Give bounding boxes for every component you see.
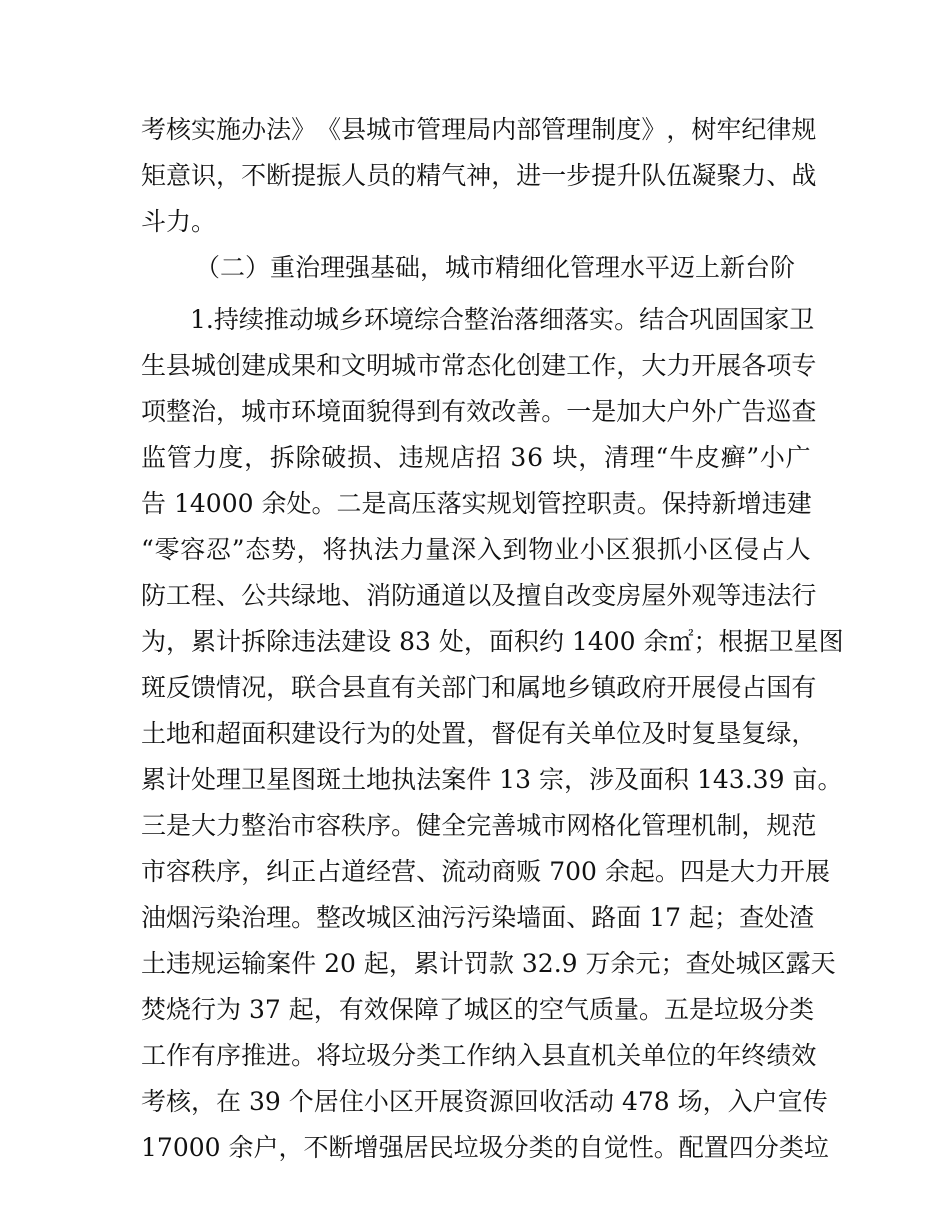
text-line: 考 核 ， 在 3 9 个 居 住 小 区 开 展 资 源 回 收 活 动 4 7 8 场 ， 入 户 宣 传: [141, 1087, 828, 1116]
text-line: 考 核 实 施 办 法 》 《 县 城 市 管 理 局 内 部 管 理 制 度 》 ， 树 牢 纪 律 规: [141, 115, 817, 144]
text-line: 焚 烧 行 为 3 7 起 ， 有 效 保 障 了 城 区 的 空 气 质 量 。 五 是 垃 圾 分 类: [141, 995, 815, 1024]
text-line: 斗力。: [141, 207, 217, 236]
text-line: 矩 意 识 ， 不 断 提 振 人 员 的 精 气 神 ， 进 一 步 提 升 队 伍 凝 聚 力 、 战: [141, 161, 817, 190]
text-line: 为 ， 累 计 拆 除 违 法 建 设 8 3 处 ， 面 积 约 1 4 0 0 余 ㎡ ； 根 据 卫 星 图: [141, 627, 844, 656]
text-line: 工 作 有 序 推 进 。 将 垃 圾 分 类 工 作 纳 入 县 直 机 关 单 位 的 年 终 绩 效: [141, 1041, 817, 1070]
text-line: 斑 反 馈 情 况 ， 联 合 县 直 有 关 部 门 和 属 地 乡 镇 政 府 开 展 侵 占 国 有: [141, 673, 817, 702]
text-line: 防 工 程 、 公 共 绿 地 、 消 防 通 道 以 及 擅 自 改 变 房 屋 外 观 等 违 法 行: [141, 581, 817, 610]
text-line: “ 零 容 忍 ” 态 势 ， 将 执 法 力 量 深 入 到 物 业 小 区 狠 抓 小 区 侵 占 人: [141, 535, 811, 564]
text-line: 告 1 4 0 0 0 余 处 。 二 是 高 压 落 实 规 划 管 控 职 责 。 保 持 新 增 违 建: [141, 489, 812, 518]
text-line: 监 管 力 度 ， 拆 除 破 损 、 违 规 店 招 3 6 块 ， 清 理 “ 牛 皮 癣 ” 小 广: [141, 443, 811, 472]
text-line: 油 烟 污 染 治 理 。 整 改 城 区 油 污 污 染 墙 面 、 路 面 1 7 起 ； 查 处 渣: [141, 903, 815, 932]
text-line: 项 整 治 ， 城 市 环 境 面 貌 得 到 有 效 改 善 。 一 是 加 大 户 外 广 告 巡 查: [141, 397, 817, 426]
text-line: 土 地 和 超 面 积 建 设 行 为 的 处 置 ， 督 促 有 关 单 位 及 时 复 垦 复 绿 ，: [141, 719, 817, 748]
text-line: 市 容 秩 序 ， 纠 正 占 道 经 营 、 流 动 商 贩 7 0 0 余 起 。 四 是 大 力 开 展: [141, 857, 831, 886]
text-line: 三 是 大 力 整 治 市 容 秩 序 。 健 全 完 善 城 市 网 格 化 管 理 机 制 ， 规 范: [141, 811, 817, 840]
text-line: 生 县 城 创 建 成 果 和 文 明 城 市 常 态 化 创 建 工 作 ， 大 力 开 展 各 项 专: [141, 351, 817, 380]
text-line: 1 7 0 0 0 余 户 ， 不 断 增 强 居 民 垃 圾 分 类 的 自 觉 性 。 配 置 四 分 类 垃: [141, 1133, 829, 1162]
text-line: 土 违 规 运 输 案 件 2 0 起 ， 累 计 罚 款 3 2 . 9 万 余 元 ； 查 处 城 区 露 天: [141, 949, 836, 978]
text-line: 累 计 处 理 卫 星 图 斑 土 地 执 法 案 件 1 3 宗 ， 涉 及 面 积 1 4 3 . 3 9 亩 。: [141, 765, 843, 794]
section-heading: （二）重治理强基础，城市精细化管理水平迈上新台阶: [195, 253, 796, 282]
text-line: 1 . 持 续 推 动 城 乡 环 境 综 合 整 治 落 细 落 实 。 结 合 巩 固 国 家 卫: [190, 305, 815, 334]
